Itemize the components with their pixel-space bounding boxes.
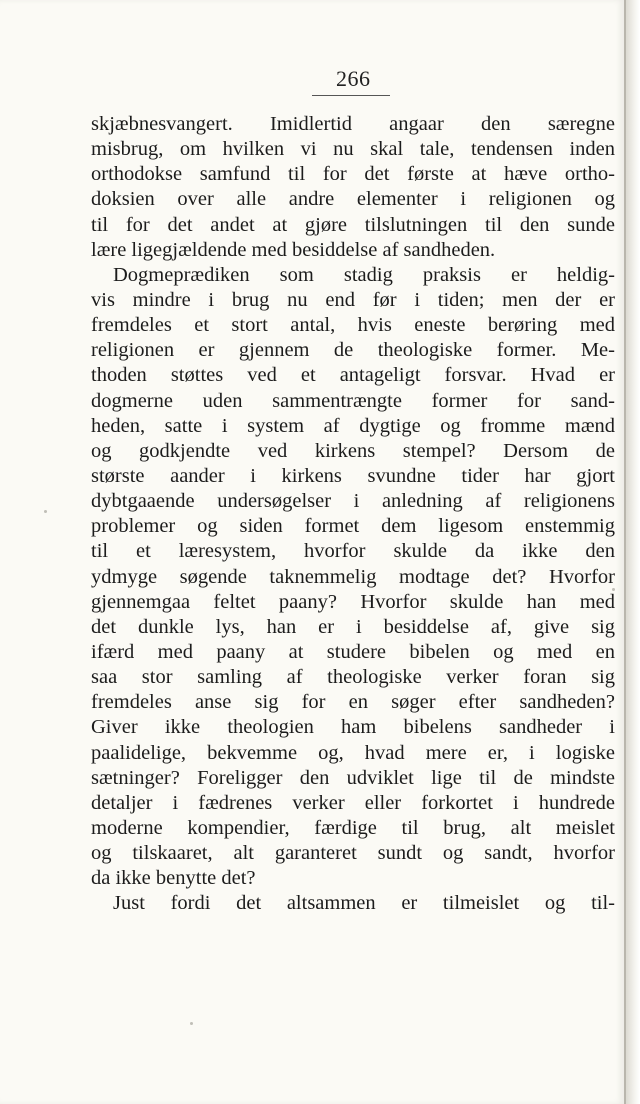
text-line: Giver ikke theologien ham bibelens sandheder i <box>91 716 615 739</box>
paper-speck <box>190 1022 193 1025</box>
text-line: detaljer i fædrenes verker eller forkortet i hundrede <box>91 791 615 814</box>
body-text <box>91 112 615 917</box>
text-line: lære ligegjældende med besiddelse af sandheden. <box>91 238 496 261</box>
text-line: vis mindre i brug nu end før i tiden; men der er <box>91 288 615 311</box>
text-line: misbrug, om hvilken vi nu skal tale, tendensen inden <box>91 138 615 161</box>
page-number-rule <box>312 95 390 96</box>
text-line: religionen er gjennem de theologiske former. Me- <box>91 339 615 362</box>
text-line: største aander i kirkens svundne tider har gjort <box>91 464 615 487</box>
text-line: orthodokse samfund til for det første at hæve ortho- <box>91 163 615 186</box>
text-line: heden, satte i system af dygtige og fromme mænd <box>91 414 615 437</box>
text-line: paalidelige, bekvemme og, hvad mere er, i logiske <box>91 741 615 764</box>
text-line: Dogmeprædiken som stadig praksis er heldig- <box>113 263 615 286</box>
text-line: ifærd med paany at studere bibelen og med en <box>91 640 615 663</box>
page-number: 266 <box>336 66 371 91</box>
text-line: fremdeles et stort antal, hvis eneste berøring med <box>91 314 615 337</box>
text-line: ydmyge søgende taknemmelig modtage det? Hvorfor <box>91 565 615 588</box>
text-line: til et læresystem, hvorfor skulde da ikke den <box>91 540 615 563</box>
text-line: da ikke benytte det? <box>91 867 256 890</box>
text-line: saa stor samling af theologiske verker foran sig <box>91 666 615 689</box>
text-line: skjæbnesvangert. Imidlertid angaar den særegne <box>91 113 615 135</box>
text-line: dogmerne uden sammentrængte former for sand- <box>91 389 615 412</box>
text-line: Just fordi det altsammen er tilmeislet og til- <box>113 892 615 915</box>
paper-speck <box>44 510 47 513</box>
text-line: moderne kompendier, færdige til brug, alt meislet <box>91 816 615 839</box>
text-line: til for det andet at gjøre tilslutningen til den sunde <box>91 213 615 236</box>
paper-speck <box>612 588 615 591</box>
text-line: gjennemgaa feltet paany? Hvorfor skulde han med <box>91 590 615 613</box>
text-line: dybtgaaende undersøgelser i anledning af religionens <box>91 490 615 513</box>
page-edge <box>626 0 640 1104</box>
text-line: sætninger? Foreligger den udviklet lige til de mindste <box>91 766 615 789</box>
text-line: det dunkle lys, han er i besiddelse af, give sig <box>91 615 615 638</box>
text-line: fremdeles anse sig for en søger efter sandheden? <box>91 691 615 714</box>
text-line: problemer og siden formet dem ligesom enstemmig <box>91 515 615 538</box>
text-line: thoden støttes ved et antageligt forsvar. Hvad er <box>91 364 615 387</box>
text-line: og tilskaaret, alt garanteret sundt og sandt, hvorfor <box>91 842 615 865</box>
text-line: doksien over alle andre elementer i religionen og <box>91 188 615 211</box>
text-line: og godkjendte ved kirkens stempel? Dersom de <box>91 439 615 462</box>
